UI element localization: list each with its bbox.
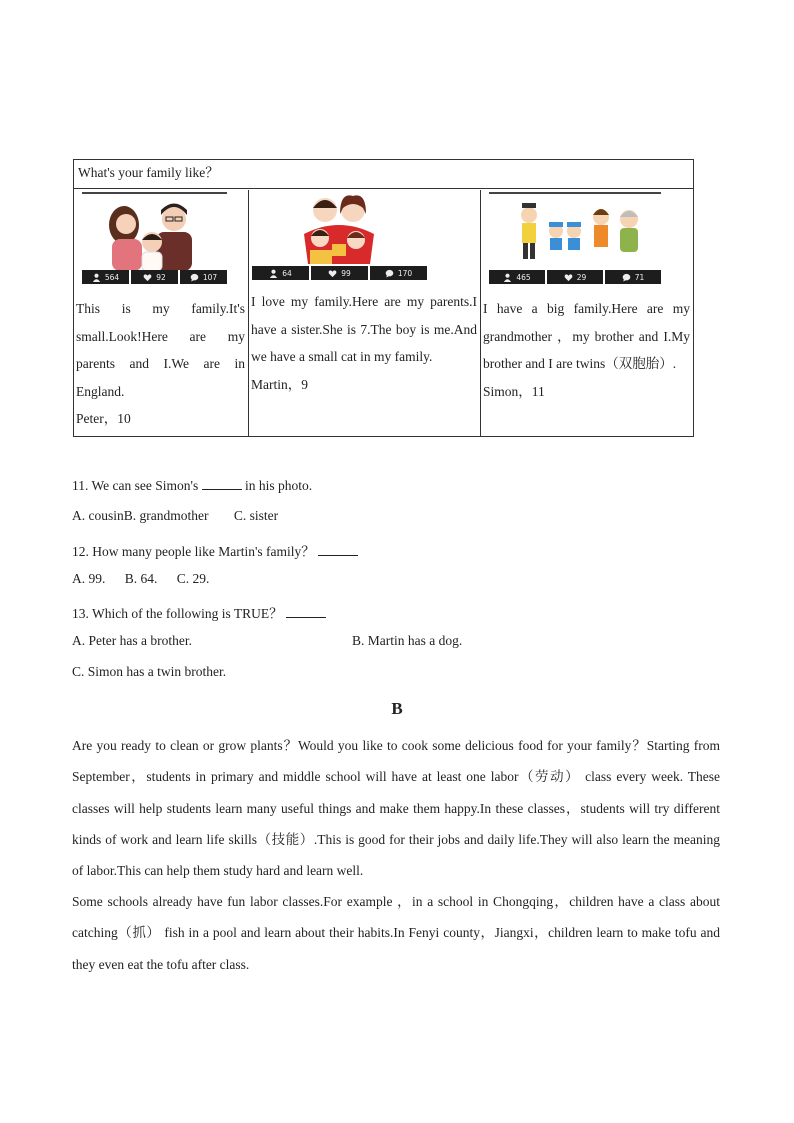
answer-blank bbox=[286, 605, 326, 618]
option-13-c: C. Simon has a twin brother. bbox=[72, 664, 227, 679]
comments-stat: 107 bbox=[180, 270, 227, 284]
paragraph-2: Some schools already have fun labor classes.For example ，in a school in Chongqing，children have a class about catching（抓） fish in a pool and learn about their habits.In Fenyi county，Jiangxi，children learn to make tofu and they even eat the tofu after class. bbox=[72, 894, 720, 972]
question-13: 13. Which of the following is TRUE？ bbox=[72, 602, 326, 622]
option-a: A. 99. bbox=[72, 571, 106, 586]
signature-martin: Martin，9 bbox=[251, 376, 308, 392]
people-stat: 564 bbox=[82, 270, 131, 284]
options-11 bbox=[72, 508, 278, 524]
table-header: What's your family like？ bbox=[74, 160, 693, 189]
likes-stat: 99 bbox=[311, 266, 370, 280]
signature-peter: Peter，10 bbox=[76, 411, 131, 426]
person-icon bbox=[92, 273, 101, 282]
stats-bar-peter bbox=[82, 270, 227, 284]
heart-icon bbox=[143, 273, 152, 282]
option-c: C. 29. bbox=[176, 571, 210, 586]
question-12: 12. How many people like Martin's family？ bbox=[72, 540, 358, 560]
option-b: B. 64. bbox=[124, 571, 158, 586]
signature-simon: Simon，11 bbox=[483, 383, 545, 399]
comments-stat: 170 bbox=[370, 266, 427, 280]
family-photo-simon bbox=[489, 192, 661, 284]
option-b: B. grandmother bbox=[123, 508, 209, 523]
comment-icon bbox=[385, 269, 394, 278]
heart-icon bbox=[328, 269, 337, 278]
people-stat: 64 bbox=[252, 266, 311, 280]
cell-peter bbox=[74, 190, 249, 436]
comment-icon bbox=[622, 273, 631, 282]
person-icon bbox=[503, 273, 512, 282]
family-table bbox=[73, 159, 694, 437]
question-11: 11. We can see Simon's in his photo. bbox=[72, 478, 313, 493]
answer-blank bbox=[202, 477, 242, 490]
answer-blank bbox=[318, 543, 358, 556]
cell-text-martin: I love my family.Here are my parents.I have a sister.She is 7.The boy is me.And we have a small cat in my family. Martin，9 bbox=[251, 288, 477, 398]
likes-stat: 92 bbox=[131, 270, 180, 284]
stats-bar-martin bbox=[252, 266, 427, 280]
cell-simon bbox=[481, 190, 693, 436]
likes-stat: 29 bbox=[547, 270, 605, 284]
option-c: C. sister bbox=[233, 508, 279, 523]
stats-bar-simon bbox=[489, 270, 661, 284]
option-a: A. cousin bbox=[72, 508, 124, 523]
comments-stat: 71 bbox=[605, 270, 661, 284]
cell-text-peter: This is my family.It's small.Look!Here are my parents and I.We are in England. Peter，10 bbox=[76, 295, 245, 433]
options-12 bbox=[72, 571, 209, 587]
people-stat: 465 bbox=[489, 270, 547, 284]
cell-martin bbox=[249, 190, 481, 436]
family-photo-martin bbox=[252, 194, 427, 280]
option-13-b: B. Martin has a dog. bbox=[352, 633, 463, 648]
cell-text-simon: I have a big family.Here are my grandmother ，my brother and I.My brother and I are twins（双胞胎）. Simon，11 bbox=[483, 295, 690, 405]
comment-icon bbox=[190, 273, 199, 282]
paragraph-1: Are you ready to clean or grow plants？Would you like to cook some delicious food for your family？Starting from September，students in primary and middle school will have at least one labor（劳动） class every week. These classes will help students learn many useful things and make them happy.In these classes，students will try different kinds of work and learn life skills（技能）.This is good for their jobs and daily life.They will also learn the meaning of labor.This can help them study hard and learn well. bbox=[72, 738, 720, 879]
person-icon bbox=[269, 269, 278, 278]
heart-icon bbox=[564, 273, 573, 282]
option-13-a: A. Peter has a brother. bbox=[72, 633, 192, 648]
section-title-b: B bbox=[391, 699, 403, 718]
family-photo-peter bbox=[82, 192, 227, 284]
